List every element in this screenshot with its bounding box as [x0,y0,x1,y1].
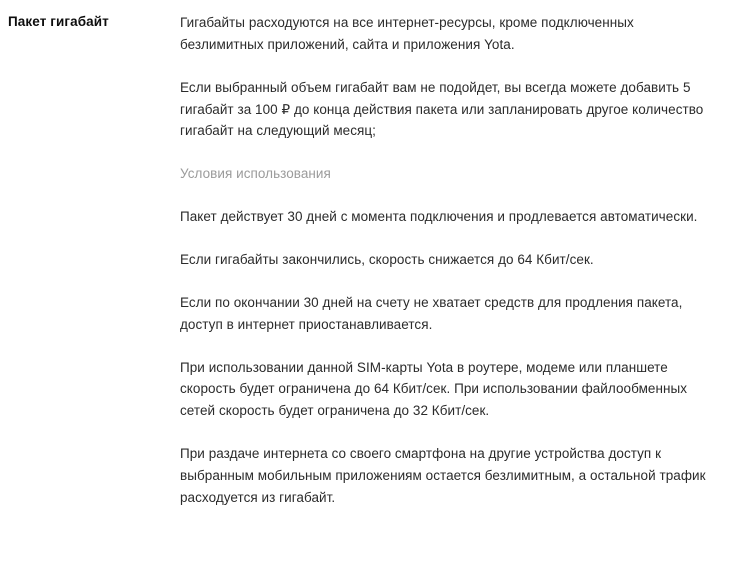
description-paragraph: Гигабайты расходуются на все интернет-ресурсы, кроме подключенных безлимитных приложений, сайта и приложения Yota. [180,15,634,52]
description-column [180,12,710,509]
tariff-detail-row [8,12,724,509]
condition-paragraph: Если по окончании 30 дней на счету не хватает средств для продления пакета, доступ в интернет приостанавливается. [180,294,683,332]
condition-paragraph: Пакет действует 30 дней с момента подключения и продлевается автоматически. [180,209,698,225]
description-paragraph: Если выбранный объем гигабайт вам не подойдет, вы всегда можете добавить 5 гигабайт за 100 ₽ до конца действия пакета или запланировать другое количество гигабайт на следующий месяц; [180,79,704,139]
term-column [8,12,180,31]
usage-conditions-subheading: Условия использования [180,166,331,182]
condition-paragraph: Если гигабайты закончились, скорость снижается до 64 Кбит/сек. [180,252,594,268]
condition-paragraph: При использовании данной SIM-карты Yota в роутере, модеме или планшете скорость будет ограничена до 64 Кбит/сек. При использовании файлообменных сетей скорость будет ограничена до 32 Кбит/сек. [180,359,688,419]
condition-paragraph: При раздаче интернета со своего смартфона на другие устройства доступ к выбранным мобильным приложениям остается безлимитным, а остальной трафик расходуется из гигабайт. [180,446,706,505]
term-label: Пакет гигабайт [8,14,109,29]
